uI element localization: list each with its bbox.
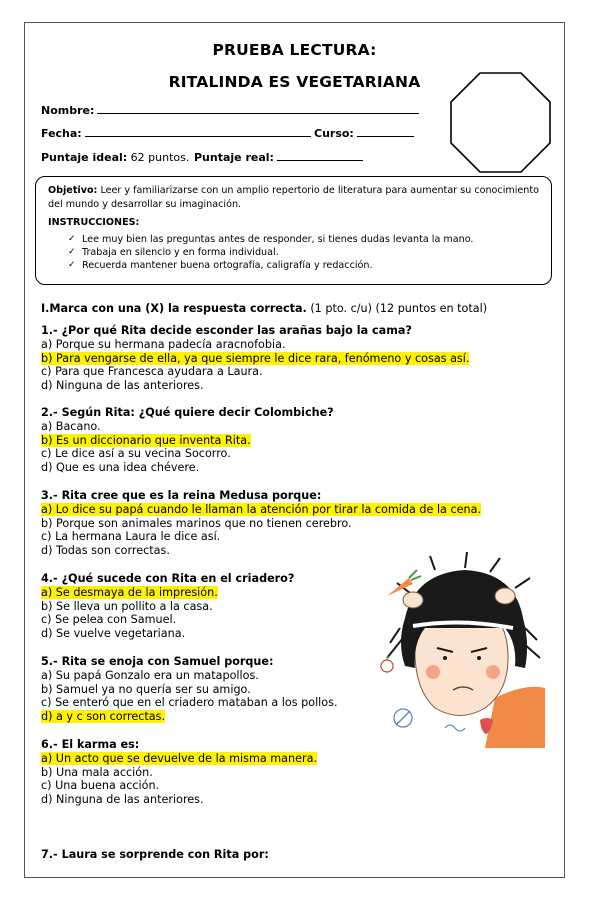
question-title: 2.- Según Rita: ¿Qué quiere decir Colombiche? — [41, 406, 334, 419]
nombre-field[interactable] — [41, 104, 419, 117]
question-5 — [41, 655, 338, 724]
question-6 — [41, 738, 317, 807]
option-d[interactable]: d) Ninguna de las anteriores. — [41, 379, 204, 393]
highlighted-answer: b) Para vengarse de ella, ya que siempre le dice rara, fenómeno y cosas así. — [41, 351, 470, 365]
highlighted-answer: a) Lo dice su papá cuando le llaman la atención por tirar la comida de la cena. — [41, 502, 481, 516]
highlighted-answer: a) Se desmaya de la impresión. — [41, 585, 218, 599]
question-1 — [41, 324, 469, 393]
instructions-list — [48, 233, 539, 272]
option-d[interactable]: d) Que es una idea chévere. — [41, 461, 200, 475]
question-2 — [41, 406, 334, 475]
puntaje-ideal-label: Puntaje ideal: — [41, 151, 128, 164]
option-d[interactable] — [41, 710, 338, 724]
instruction-item: ✓ Trabaja en silencio y en forma individual. — [68, 246, 279, 258]
option-d[interactable]: d) Todas son correctas. — [41, 544, 170, 558]
rita-illustration — [375, 548, 545, 748]
section-title — [41, 302, 487, 315]
puntaje-real-field[interactable] — [194, 151, 363, 164]
objective-text: Leer y familiarizarse con un amplio repertorio de literatura para aumentar su conocimiento del mundo y desarrollar su imaginación. — [48, 185, 539, 210]
question-title: 3.- Rita cree que es la reina Medusa porque: — [41, 489, 322, 502]
curso-field[interactable] — [314, 127, 414, 140]
nombre-label: Nombre: — [41, 104, 95, 117]
option-c[interactable]: c) Le dice así a su vecina Socorro. — [41, 447, 231, 461]
story-title: RITALINDA ES VEGETARIANA — [168, 73, 421, 91]
instructions-heading: INSTRUCCIONES: — [48, 217, 140, 228]
option-c[interactable]: c) Una buena acción. — [41, 779, 160, 793]
highlighted-answer: d) a y c son correctas. — [41, 710, 166, 724]
puntaje-real-label: Puntaje real: — [194, 151, 274, 164]
highlighted-answer: b) Es un diccionario que inventa Rita. — [41, 433, 251, 447]
fecha-label: Fecha: — [41, 127, 82, 140]
check-icon: ✓ — [68, 246, 76, 257]
option-a[interactable]: a) Bacano. — [41, 419, 101, 433]
score-octagon — [450, 72, 551, 173]
option-d[interactable]: d) Ninguna de las anteriores. — [41, 793, 204, 807]
option-a[interactable]: a) Porque su hermana padecía aracnofobia. — [41, 337, 286, 351]
check-icon: ✓ — [68, 259, 76, 270]
question-title: 4.- ¿Qué sucede con Rita en el criadero? — [41, 572, 295, 585]
objective-box — [35, 176, 552, 285]
question-title: 5.- Rita se enoja con Samuel porque: — [41, 655, 274, 668]
question-title: 7.- Laura se sorprende con Rita por: — [41, 848, 269, 861]
section-title-points: (1 pto. c/u) (12 puntos en total) — [306, 302, 488, 315]
question-4 — [41, 572, 294, 641]
option-a[interactable] — [41, 503, 481, 517]
objective-paragraph — [48, 184, 539, 211]
instruction-item: ✓ Recuerda mantener buena ortografía, caligrafía y redacción. — [68, 259, 373, 271]
curso-label: Curso: — [314, 127, 354, 140]
check-icon: ✓ — [68, 233, 76, 244]
question-7 — [41, 848, 269, 862]
puntaje-ideal — [41, 151, 189, 164]
instruction-item: ✓ Lee muy bien las preguntas antes de responder, si tienes dudas levanta la mano. — [68, 233, 474, 245]
section-title-bold: I.Marca con una (X) la respuesta correcta. — [41, 302, 307, 315]
puntaje-ideal-value: 62 puntos. — [130, 151, 190, 164]
option-c[interactable]: c) Se enteró que en el criadero mataban a los pollos. — [41, 696, 338, 710]
option-a[interactable] — [41, 586, 294, 600]
option-d[interactable]: d) Se vuelve vegetariana. — [41, 627, 186, 641]
fecha-field[interactable] — [41, 127, 311, 140]
option-b[interactable]: b) Se lleva un pollito a la casa. — [41, 599, 213, 613]
option-b[interactable]: b) Porque son animales marinos que no tienen cerebro. — [41, 516, 352, 530]
test-title: PRUEBA LECTURA: — [212, 41, 377, 59]
option-c[interactable]: c) La hermana Laura le dice así. — [41, 530, 221, 544]
question-title: 1.- ¿Por qué Rita decide esconder las arañas bajo la cama? — [41, 324, 412, 337]
option-b[interactable] — [41, 434, 334, 448]
option-c[interactable]: c) Para que Francesca ayudara a Laura. — [41, 365, 263, 379]
option-b[interactable] — [41, 352, 469, 366]
highlighted-answer: a) Un acto que se devuelve de la misma manera. — [41, 751, 317, 765]
option-b[interactable]: b) Samuel ya no quería ser su amigo. — [41, 682, 251, 696]
question-title: 6.- El karma es: — [41, 738, 140, 751]
objective-label: Objetivo: — [48, 185, 98, 196]
option-a[interactable] — [41, 752, 317, 766]
option-c[interactable]: c) Se pelea con Samuel. — [41, 613, 177, 627]
option-a[interactable]: a) Su papá Gonzalo era un matapollos. — [41, 668, 259, 682]
option-b[interactable]: b) Una mala acción. — [41, 765, 153, 779]
